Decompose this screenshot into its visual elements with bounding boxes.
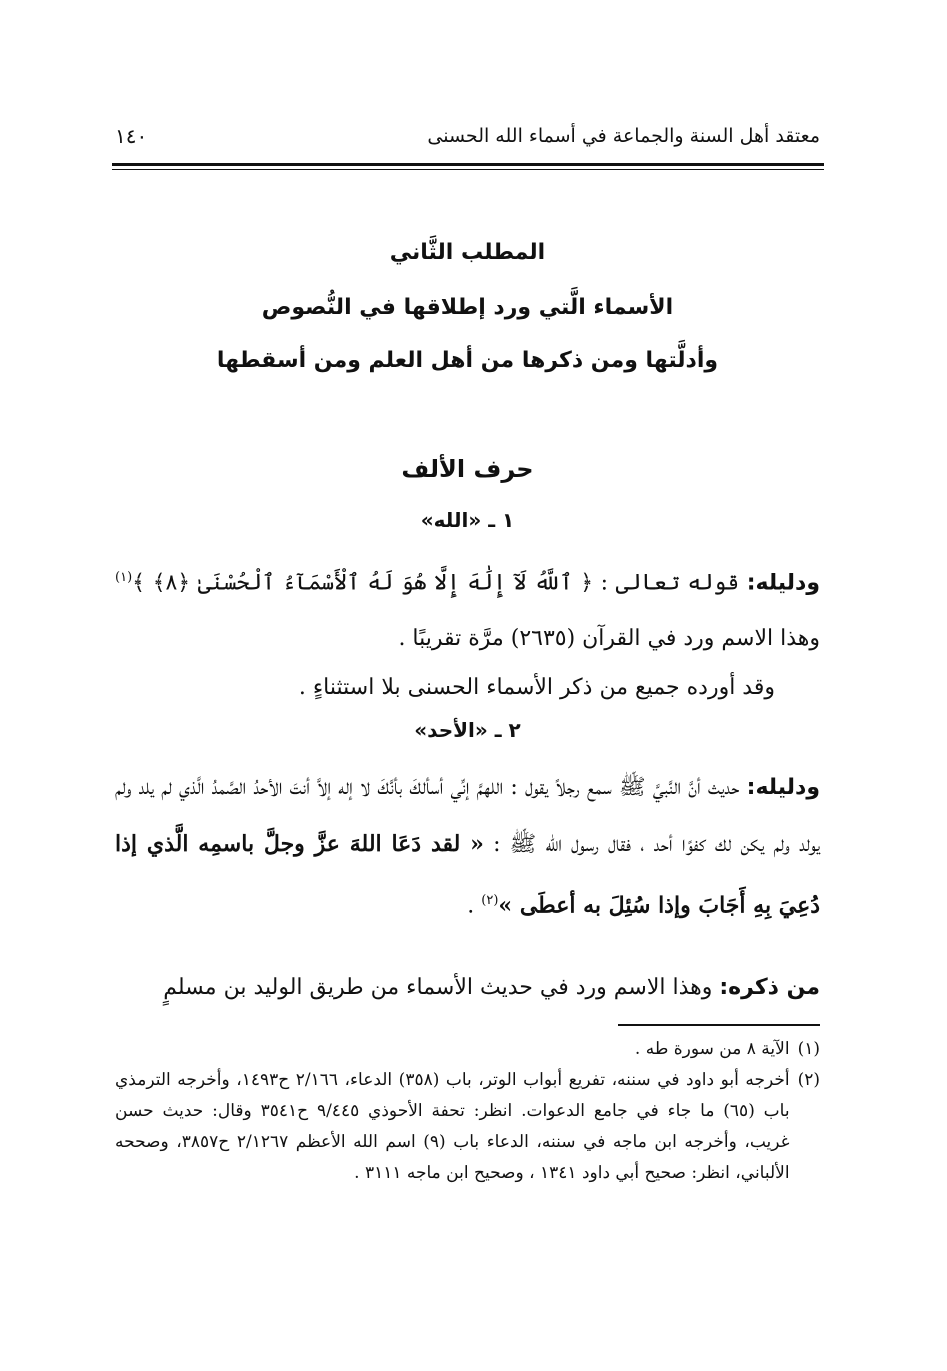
footnote <box>115 1065 820 1189</box>
footnote-number: (١) <box>797 1039 820 1059</box>
paragraph-3-text: حديث أنَّ النَّبيَّ ﷺ سمع رجلاً يقول : اللهمَّ إنِّي أسألكَ بأنَّكَ لا إله إلاَّ أنتَ الأحدُ الصَّمدُ الَّذي لم يلد ولم يولد ولم يكن لك كفوًا أحد ، فقال رسول الله ﷺ : <box>115 775 821 857</box>
page-number: ١٤٠ <box>115 124 148 148</box>
paragraph-1-lead: ودليله: <box>746 570 821 596</box>
title-line-2: وأدلَّتها ومن ذكرها من أهل العلم ومن أسقطها <box>216 348 719 373</box>
footnote-text: أخرجه أبو داود في سننه، تفريع أبواب الوتر، باب (٣٥٨) الدعاء، ٢/١٦٦ ح١٤٩٣، وأخرجه الترمذي باب (٦٥) ما جاء في جامع الدعوات. انظر: تحفة الأحوذي ٩/٤٤٥ ح٣٥٤١ وقال: حديث حسن غريب، وأخرجه ابن ماجه في سننه، الدعاء باب (٩) اسم الله الأعظم ٢/١٢٦٧ ح٣٨٥٧، وصححه الألباني، انظر: صحيح أبي داود ١٣٤١ ، وصحيح ابن ماجه ٣١١١ . <box>115 1070 790 1183</box>
paragraph-4-lead: من ذكره: <box>719 975 820 1000</box>
item-heading-2: ٢ ـ «الأحد» <box>414 718 521 742</box>
item-heading-1: ١ ـ «الله» <box>420 508 515 532</box>
footnote-ref-2: (٢) <box>481 893 499 908</box>
footnote-rule <box>618 1024 820 1026</box>
paragraph-4 <box>115 960 820 1016</box>
paragraph-1-tail: وهذا الاسم ورد في القرآن (٢٦٣٥) مرَّة تقريبًا . <box>398 626 820 652</box>
title-line-1: الأسماء الَّتي ورد إطلاقها في النُّصوص <box>261 295 674 320</box>
paragraph-1 <box>115 550 820 667</box>
header-rule-thick <box>112 163 824 166</box>
header-rule-thin <box>112 169 824 170</box>
footnote-number: (٢) <box>797 1070 820 1090</box>
hadith-quote: « لقد دَعَا اللهَ عزَّ وجلَّ باسمِه الَّذي إذا دُعِيَ بِهِ أَجَابَ وإذا سُئِلَ به أعطَى » <box>115 831 820 919</box>
footnote <box>115 1034 820 1065</box>
footnotes <box>115 1034 820 1189</box>
footnote-text: الآية ٨ من سورة طه . <box>634 1039 790 1059</box>
footnote-ref-1: (١) <box>115 570 133 585</box>
paragraph-4-text: وهذا الاسم ورد في حديث الأسماء من طريق الوليد بن مسلمٍ <box>163 975 720 1000</box>
paragraph-3-lead: ودليله: <box>746 775 820 800</box>
running-title: معتقد أهل السنة والجماعة في أسماء الله الحسنى <box>427 125 820 147</box>
paragraph-3 <box>115 760 820 934</box>
paragraph-3-end: . <box>467 893 482 919</box>
paragraph-1-text: قوله تعالى : ﴿ ٱللَّهُ لَآ إِلَٰهَ إِلَّا هُوَ لَهُ ٱلْأَسْمَآءُ ٱلْحُسْنَىٰ ﴿٨﴾ ﴾ <box>132 570 747 596</box>
page-header <box>115 118 820 154</box>
section-heading: المطلب الثَّاني <box>389 240 546 265</box>
paragraph-2: وقد أورده جميع من ذكر الأسماء الحسنى بلا استثناءٍ . <box>298 675 775 700</box>
letter-heading: حرف الألف <box>401 455 534 483</box>
